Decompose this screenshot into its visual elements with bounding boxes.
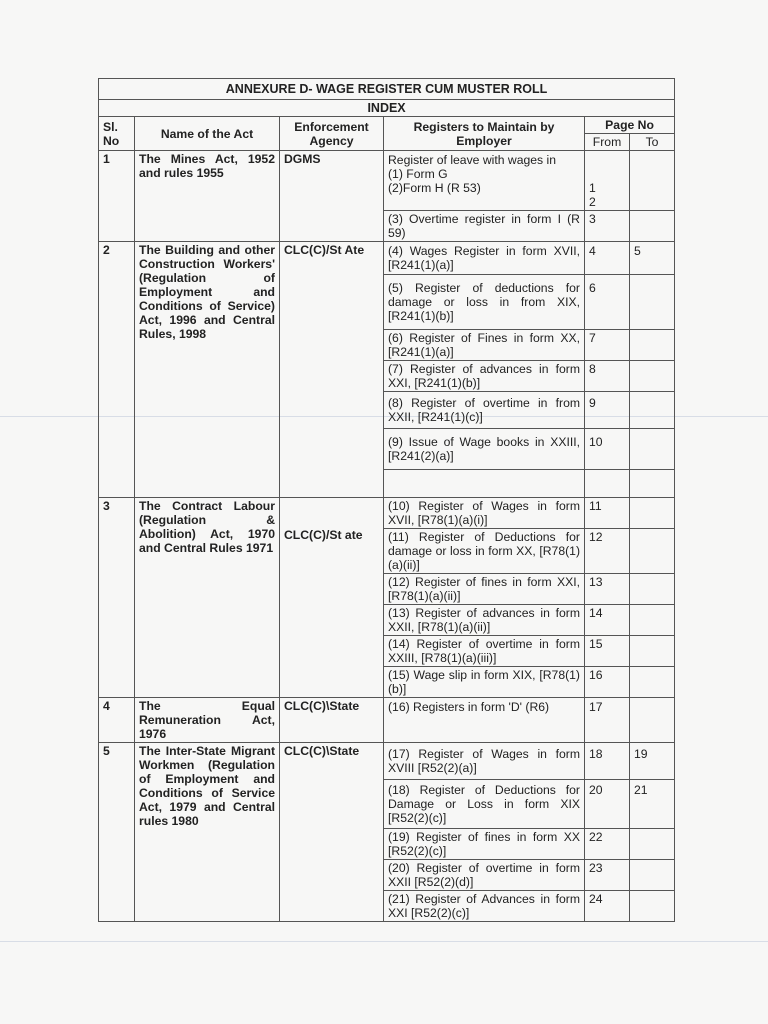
- page-to: [630, 667, 675, 698]
- register-name: (7) Register of advances in form XXI, [R241(1)(b)]: [384, 361, 585, 392]
- register-name: (12) Register of fines in form XXI, [R78(1)(a)(ii)]: [384, 574, 585, 605]
- page-from: 1 2: [585, 151, 630, 211]
- register-name: (4) Wages Register in form XVII, [R241(1)(a)]: [384, 242, 585, 275]
- page-to: [630, 498, 675, 529]
- page-to: [630, 829, 675, 860]
- page-from: 18: [585, 743, 630, 780]
- enforcement-agency: CLC(C)\State: [280, 743, 384, 922]
- act-sl-no: 2: [99, 242, 135, 498]
- page-to: 21: [630, 780, 675, 829]
- page-from: 9: [585, 392, 630, 429]
- page-from: 8: [585, 361, 630, 392]
- header-registers: Registers to Maintain by Employer: [384, 117, 585, 151]
- page-to: [630, 574, 675, 605]
- act-sl-no: 1: [99, 151, 135, 242]
- act-sl-no: 4: [99, 698, 135, 743]
- page-from: 3: [585, 211, 630, 242]
- header-agency: Enforcement Agency: [280, 117, 384, 151]
- page-from: 15: [585, 636, 630, 667]
- page-from: 6: [585, 275, 630, 330]
- document-subtitle: INDEX: [99, 100, 675, 117]
- register-name: (16) Registers in form 'D' (R6): [384, 698, 585, 743]
- page-to: [630, 860, 675, 891]
- page-to: [630, 636, 675, 667]
- page-to: [630, 605, 675, 636]
- act-name: The Contract Labour (Regulation & Abolition) Act, 1970 and Central Rules 1971: [135, 498, 280, 698]
- page-from: 24: [585, 891, 630, 922]
- page-to: 19: [630, 743, 675, 780]
- blank-cell: [585, 470, 630, 498]
- enforcement-agency: CLC(C)\State: [280, 698, 384, 743]
- register-name: (6) Register of Fines in form XX, [R241(1)(a)]: [384, 330, 585, 361]
- page-to: [630, 361, 675, 392]
- page-to: [630, 211, 675, 242]
- page-to: [630, 891, 675, 922]
- register-name: (3) Overtime register in form I (R 59): [384, 211, 585, 242]
- table-row: [99, 698, 675, 743]
- register-name: (19) Register of fines in form XX [R52(2)(c)]: [384, 829, 585, 860]
- register-name: (18) Register of Deductions for Damage or Loss in form XIX [R52(2)(c)]: [384, 780, 585, 829]
- act-sl-no: 3: [99, 498, 135, 698]
- register-name: (9) Issue of Wage books in XXIII, [R241(2)(a)]: [384, 429, 585, 470]
- page-from: 7: [585, 330, 630, 361]
- register-name: (8) Register of overtime in from XXII, [R241(1)(c)]: [384, 392, 585, 429]
- blank-cell: [384, 470, 585, 498]
- page-to: 5: [630, 242, 675, 275]
- act-name: The Equal Remuneration Act, 1976: [135, 698, 280, 743]
- page-from: 10: [585, 429, 630, 470]
- index-table-body: [99, 151, 675, 922]
- act-name: The Building and other Construction Workers' (Regulation of Employment and Conditions of Service) Act, 1996 and Central Rules, 1998: [135, 242, 280, 498]
- register-name: (14) Register of overtime in form XXIII, [R78(1)(a)(iii)]: [384, 636, 585, 667]
- enforcement-agency: CLC(C)/St ate: [280, 498, 384, 698]
- register-name: (11) Register of Deductions for damage or loss in form XX, [R78(1)(a)(ii)]: [384, 529, 585, 574]
- blank-cell: [630, 470, 675, 498]
- header-from: From: [585, 134, 630, 151]
- header-to: To: [630, 134, 675, 151]
- page-from: 17: [585, 698, 630, 743]
- enforcement-agency: CLC(C)/St Ate: [280, 242, 384, 498]
- page-to: [630, 392, 675, 429]
- register-name: (15) Wage slip in form XIX, [R78(1)(b)]: [384, 667, 585, 698]
- page-from: 23: [585, 860, 630, 891]
- table-row: [99, 151, 675, 211]
- page-from: 16: [585, 667, 630, 698]
- scan-fold-line: [0, 941, 768, 942]
- register-name: (21) Register of Advances in form XXI [R52(2)(c)]: [384, 891, 585, 922]
- page-from: 20: [585, 780, 630, 829]
- page-to: [630, 330, 675, 361]
- page-from: 14: [585, 605, 630, 636]
- page-to: [630, 429, 675, 470]
- document-title: ANNEXURE D- WAGE REGISTER CUM MUSTER ROLL: [99, 79, 675, 100]
- page-to: [630, 275, 675, 330]
- header-act: Name of the Act: [135, 117, 280, 151]
- register-name: (10) Register of Wages in form XVII, [R78(1)(a)(i)]: [384, 498, 585, 529]
- page-to: [630, 529, 675, 574]
- register-name: (17) Register of Wages in form XVIII [R52(2)(a)]: [384, 743, 585, 780]
- register-name: Register of leave with wages in (1) Form G (2)Form H (R 53): [384, 151, 585, 211]
- act-name: The Inter-State Migrant Workmen (Regulation of Employment and Conditions of Service Act, 1979 and Central rules 1980: [135, 743, 280, 922]
- header-page-no: Page No: [585, 117, 675, 134]
- register-name: (13) Register of advances in form XXII, [R78(1)(a)(ii)]: [384, 605, 585, 636]
- table-row: [99, 743, 675, 780]
- page-to: [630, 151, 675, 211]
- index-table: [98, 78, 675, 922]
- header-sl-no: Sl. No: [99, 117, 135, 151]
- act-sl-no: 5: [99, 743, 135, 922]
- register-name: (20) Register of overtime in form XXII [R52(2)(d)]: [384, 860, 585, 891]
- table-row: [99, 498, 675, 529]
- index-sheet: [98, 78, 674, 922]
- table-row: [99, 242, 675, 275]
- page-from: 12: [585, 529, 630, 574]
- page-from: 4: [585, 242, 630, 275]
- page-from: 11: [585, 498, 630, 529]
- act-name: The Mines Act, 1952 and rules 1955: [135, 151, 280, 242]
- page-to: [630, 698, 675, 743]
- page-from: 22: [585, 829, 630, 860]
- register-name: (5) Register of deductions for damage or loss in from XIX, [R241(1)(b)]: [384, 275, 585, 330]
- enforcement-agency: DGMS: [280, 151, 384, 242]
- page-from: 13: [585, 574, 630, 605]
